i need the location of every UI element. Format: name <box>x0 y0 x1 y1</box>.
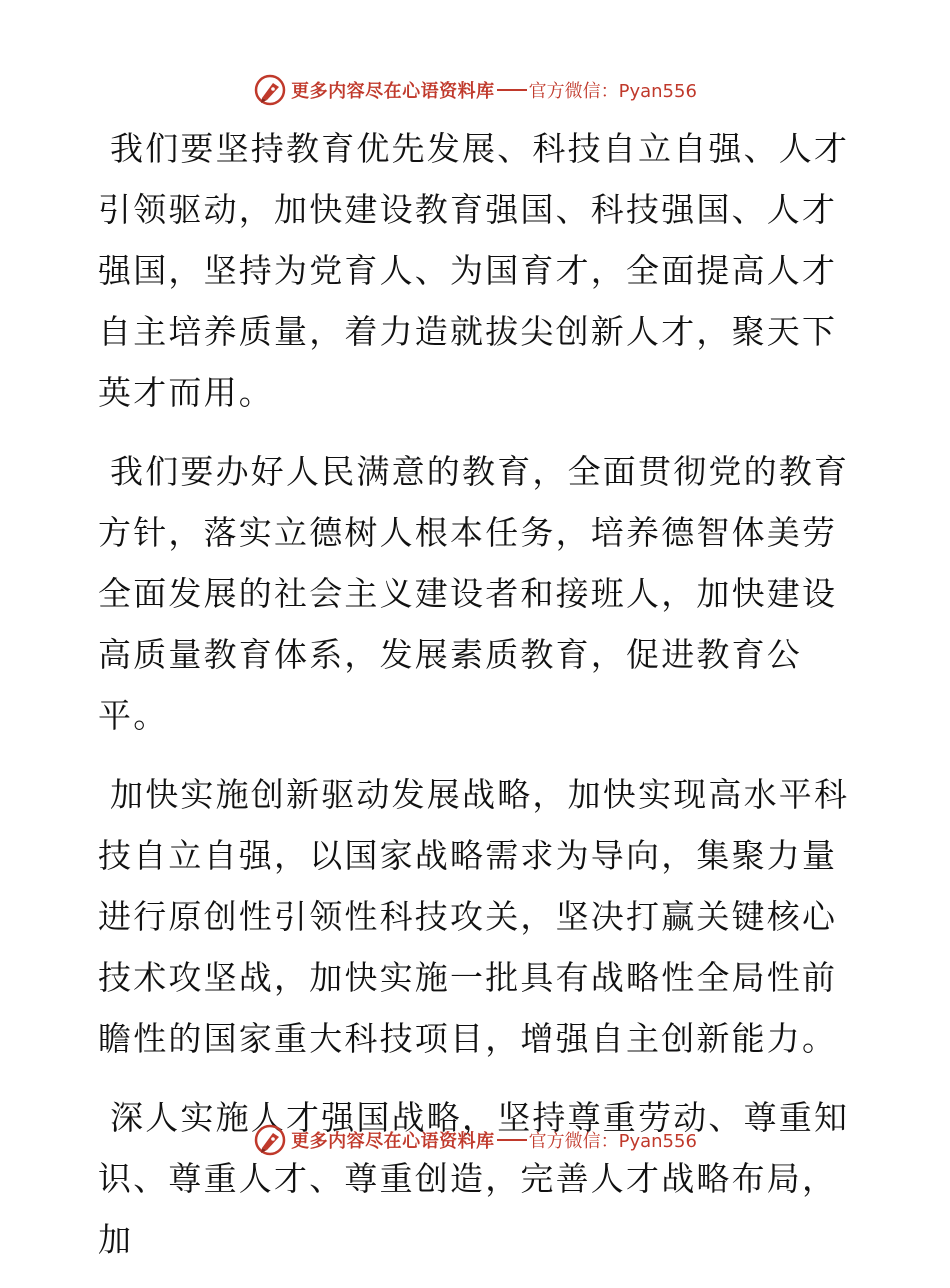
watermark-dash <box>497 89 527 91</box>
watermark-contact: 官方微信：Pyan556 <box>528 1131 697 1152</box>
watermark-dash <box>497 1139 527 1141</box>
pen-nib-logo-icon <box>253 1123 287 1157</box>
paragraph-2: 我们要办好人民满意的教育，全面贯彻党的教育方针，落实立德树人根本任务，培养德智体美劳全面发展的社会主义建设者和接班人，加快建设高质量教育体系，发展素质教育，促进教育公平。 <box>98 452 850 735</box>
watermark-brand: 更多内容尽在心语资料库 <box>291 81 495 102</box>
header-watermark <box>0 68 950 112</box>
paragraph-3: 加快实施创新驱动发展战略，加快实现高水平科技自立自强，以国家战略需求为导向，集聚力量进行原创性引领性科技攻关，坚决打赢关键核心技术攻坚战，加快实施一批具有战略性全局性前瞻性的国家重大科技项目，增强自主创新能力。 <box>98 775 850 1058</box>
watermark-contact: 官方微信：Pyan556 <box>528 81 697 102</box>
footer-watermark <box>0 1118 950 1162</box>
paragraph-1: 我们要坚持教育优先发展、科技自立自强、人才引领驱动，加快建设教育强国、科技强国、人才强国，坚持为党育人、为国育才，全面提高人才自主培养质量，着力造就拔尖创新人才，聚天下英才而用。 <box>98 129 850 412</box>
paragraph-4: 深人实施人才强国战略，坚持尊重劳动、尊重知识、尊重人才、尊重创造，完善人才战略布局，加 <box>98 1098 850 1259</box>
watermark-brand: 更多内容尽在心语资料库 <box>291 1131 495 1152</box>
document-body <box>98 118 850 1288</box>
pen-nib-logo-icon <box>253 73 287 107</box>
